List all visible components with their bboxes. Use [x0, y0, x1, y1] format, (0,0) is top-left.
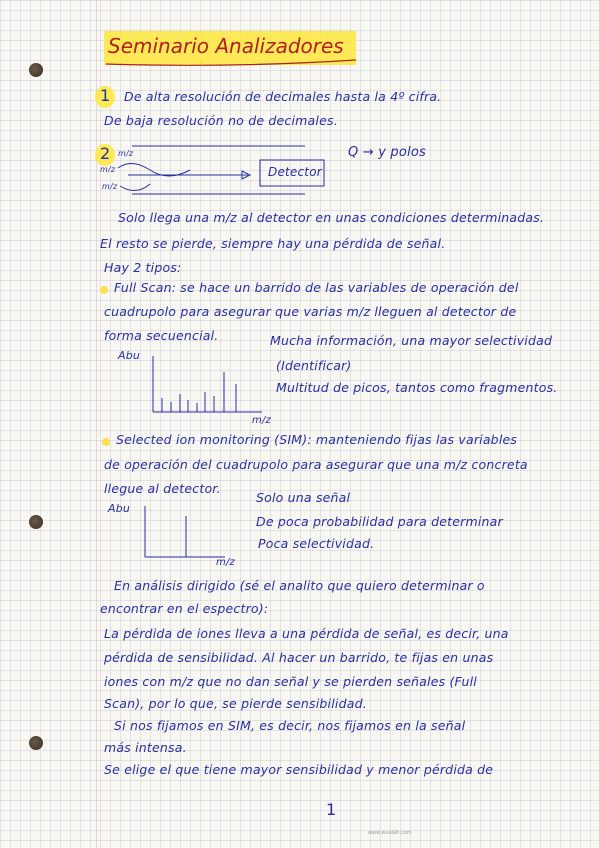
fullscan-plot-xlabel: m/z: [252, 415, 271, 426]
fullscan-note-3: Multitud de picos, tantos como fragmentos.: [276, 380, 558, 395]
analysis-line-4: pérdida de sensibilidad. Al hacer un barrido, te fijas en unas: [104, 650, 494, 665]
page-title: Seminario Analizadores: [108, 34, 344, 58]
analysis-line-3: La pérdida de iones lleva a una pérdida de señal, es decir, una: [104, 626, 509, 641]
footer-watermark: www.wuolah.com: [368, 830, 412, 836]
section1-line-1: De alta resolución de decimales hasta la 4º cifra.: [124, 89, 442, 104]
fullscan-note-2: (Identificar): [276, 358, 352, 373]
analysis-line-6: Scan), por lo que, se pierde sensibilidad.: [104, 696, 367, 711]
section2-line-1: Solo llega una m/z al detector en unas condiciones determinadas.: [118, 210, 545, 225]
sim-plot-ylabel: Abu: [108, 502, 131, 515]
sim-note-3: Poca selectividad.: [258, 536, 375, 551]
fullscan-plot-ylabel: Abu: [118, 349, 141, 362]
sim-line-1: Selected ion monitoring (SIM): manteniendo fijas las variables: [116, 432, 518, 447]
sim-note-1: Solo una señal: [256, 490, 351, 505]
section2-line-3: Hay 2 tipos:: [104, 260, 182, 275]
fullscan-line-3: forma secuencial.: [104, 328, 219, 343]
diagram-note: Q → y polos: [348, 145, 426, 160]
analysis-line-2: encontrar en el espectro):: [100, 601, 269, 616]
analysis-line-5: iones con m/z que no dan señal y se pierden señales (Full: [104, 674, 477, 689]
diagram-input-label: m/z: [100, 165, 116, 174]
fullscan-line-1: Full Scan: se hace un barrido de las variables de operación del: [114, 280, 519, 295]
analysis-line-7: Si nos fijamos en SIM, es decir, nos fijamos en la señal: [114, 718, 466, 733]
diagram-input-label: m/z: [118, 149, 134, 158]
analysis-line-8: más intensa.: [104, 740, 187, 755]
section-number-2: 2: [100, 144, 111, 163]
sim-line-2: de operación del cuadrupolo para asegurar que una m/z concreta: [104, 457, 528, 472]
section-number-1: 1: [100, 86, 111, 105]
fullscan-note-1: Mucha información, una mayor selectividad: [270, 333, 553, 348]
analysis-line-9: Se elige el que tiene mayor sensibilidad y menor pérdida de: [104, 762, 494, 777]
sim-line-3: llegue al detector.: [104, 481, 221, 496]
section1-line-2: De baja resolución no de decimales.: [104, 113, 338, 128]
sim-plot-xlabel: m/z: [216, 557, 235, 568]
detector-box-label: Detector: [268, 165, 322, 179]
sim-note-2: De poca probabilidad para determinar: [256, 514, 503, 529]
page-number: 1: [326, 800, 337, 819]
section2-line-2: El resto se pierde, siempre hay una pérdida de señal.: [100, 236, 446, 251]
diagram-input-label: m/z: [102, 182, 118, 191]
analysis-line-1: En análisis dirigido (sé el analito que quiero determinar o: [114, 578, 485, 593]
fullscan-line-2: cuadrupolo para asegurar que varias m/z lleguen al detector de: [104, 304, 517, 319]
